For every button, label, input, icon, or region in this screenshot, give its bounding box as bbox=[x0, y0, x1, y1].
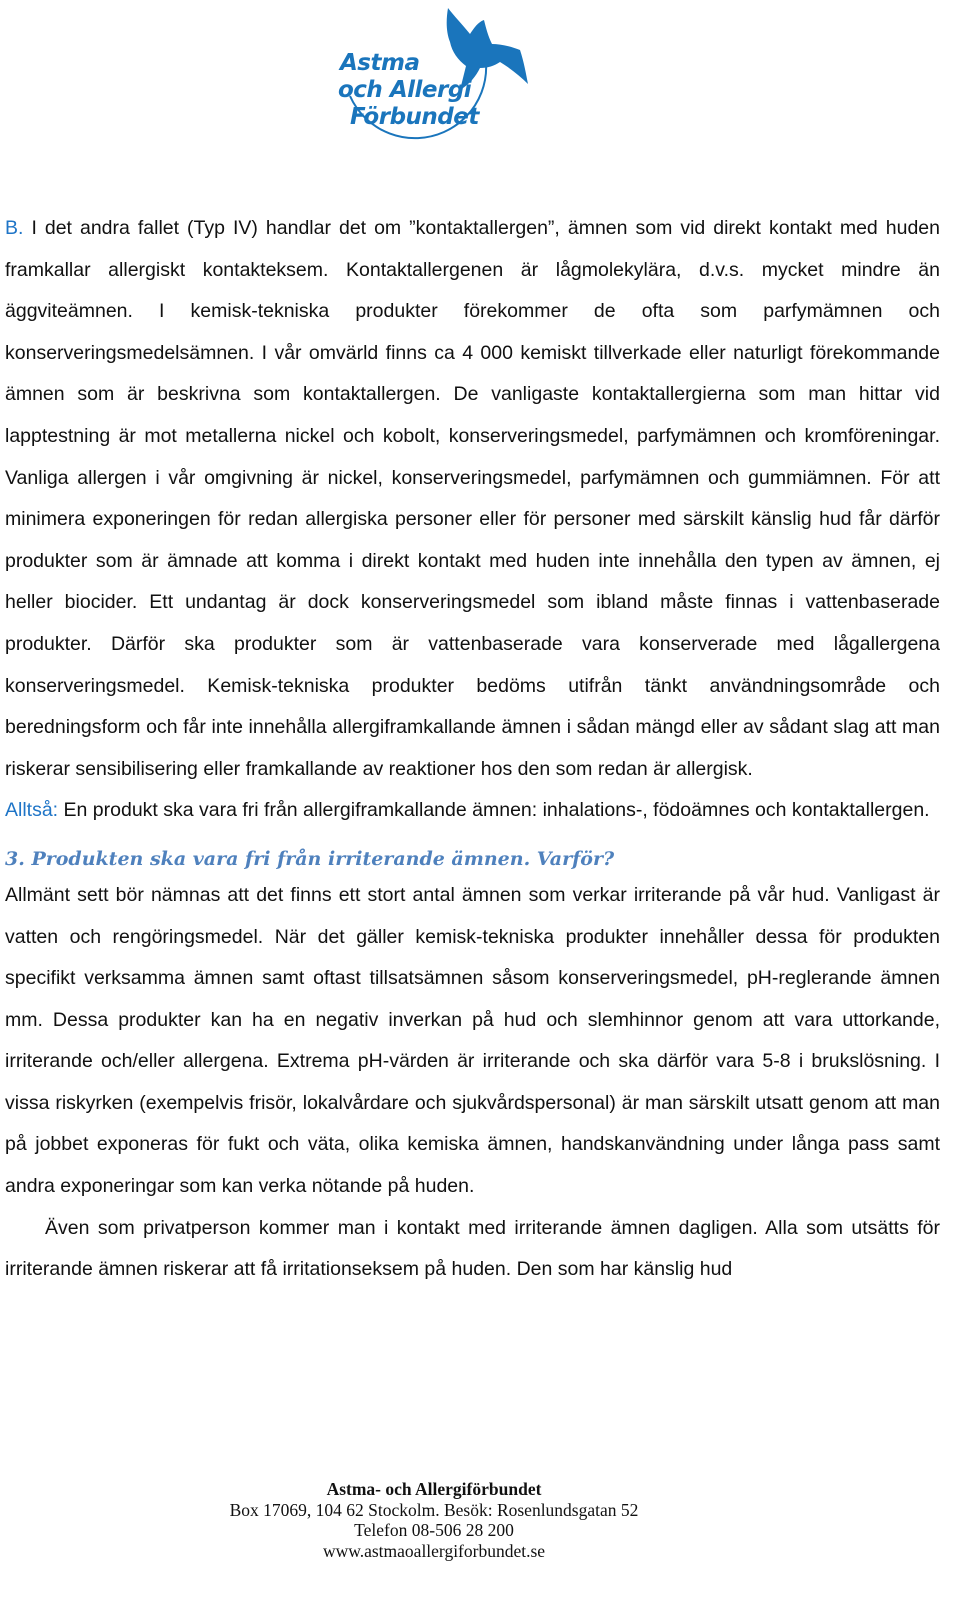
section-paragraph: Allmänt sett bör nämnas att det finns ett stort antal ämnen som verkar irriterande på vår hud. Vanligast är vatten och rengöringsmedel. När det gäller kemisk-tekniska produkter innehåller dessa för produkten specifikt verksamma ämnen samt oftast tillsatsämnen såsom konserveringsmedel, pH-reglerande ämnen mm. Dessa produkter kan ha en negativ inverkan på hud och slemhinnor genom att vara uttorkande, irriterande och/eller allergena. Extrema pH-värden är irriterande och ska därför vara 5-8 i brukslösning. I vissa riskyrken (exempelvis frisör, lokalvårdare och sjukvårdspersonal) är man särskilt utsatt genom att man på jobbet exponeras för fukt och väta, olika kemiska ämnen, handskanvändning under långa pass samt andra exponeringar som kan verka nötande på huden. bbox=[5, 883, 940, 1198]
footer-phone: Telefon 08-506 28 200 bbox=[354, 1520, 514, 1540]
paragraph-summary bbox=[5, 790, 940, 832]
page-footer bbox=[0, 1479, 868, 1561]
section-heading: 3. Produkten ska vara fri från irriterande ämnen. Varför? bbox=[5, 847, 615, 870]
footer-organization: Astma- och Allergiförbundet bbox=[326, 1479, 542, 1499]
footer-website: www.astmaoallergiforbundet.se bbox=[322, 1540, 546, 1561]
paragraph-text: I det andra fallet (Typ IV) handlar det om ”kontaktallergen”, ämnen som vid direkt kontakt med huden framkallar allergiskt kontakteksem. Kontaktallergenen är lågmolekylära, d.v.s. mycket mindre än äggviteämnen. I kemisk-tekniska produkter förekommer de ofta som parfymämnen och konserveringsmedelsämnen. I vår omvärld finns ca 4 000 kemiskt tillverkade eller naturligt förekommande ämnen som är beskrivna som kontaktallergen. De vanligaste kontaktallergierna som man hittar vid lapptestning är mot metallerna nickel och kobolt, konserveringsmedel, parfymämnen och kromföreningar. Vanliga allergen i vår omgivning är nickel, konserveringsmedel, parfymämnen och gummiämnen. För att minimera exponeringen för redan allergiska personer eller för personer med särskilt känslig hud får därför produkter som är ämnade att komma i direkt kontakt med huden inte innehålla den typen av ämnen, ej heller biocider. Ett undantag är dock konserveringsmedel som ibland måste finnas i vattenbaserade produkter. Därför ska produkter som är vattenbaserade vara konserverade med lågallergena konserveringsmedel. Kemisk-tekniska produkter bedöms utifrån tänkt användningsområde och beredningsform och får inte innehålla allergiframkallande ämnen i sådan mängd eller av sådant slag att man riskerar sensibilisering eller framkallande av reaktioner hos den som redan är allergisk. bbox=[5, 217, 940, 780]
logo-line: Astma bbox=[340, 50, 420, 76]
paragraph-lead: Alltså: bbox=[5, 799, 59, 822]
paragraph-text: En produkt ska vara fri från allergiframkallande ämnen: inhalations-, födoämnes och kontaktallergen. bbox=[58, 799, 930, 822]
logo-line: Förbundet bbox=[350, 104, 479, 130]
footer-address: Box 17069, 104 62 Stockolm. Besök: Rosenlundsgatan 52 bbox=[229, 1499, 639, 1520]
paragraph-lead: B. bbox=[5, 217, 24, 239]
organization-logo bbox=[330, 4, 542, 156]
logo-line: och Allergi bbox=[338, 77, 472, 103]
paragraph-type-iv bbox=[5, 208, 940, 790]
document-body bbox=[5, 208, 940, 1291]
logo-text bbox=[340, 50, 479, 131]
section-paragraph: Även som privatperson kommer man i kontakt med irriterande ämnen dagligen. Alla som utsätts för irriterande ämnen riskerar att få irritationseksem på huden. Den som har känslig hud bbox=[5, 1216, 940, 1281]
